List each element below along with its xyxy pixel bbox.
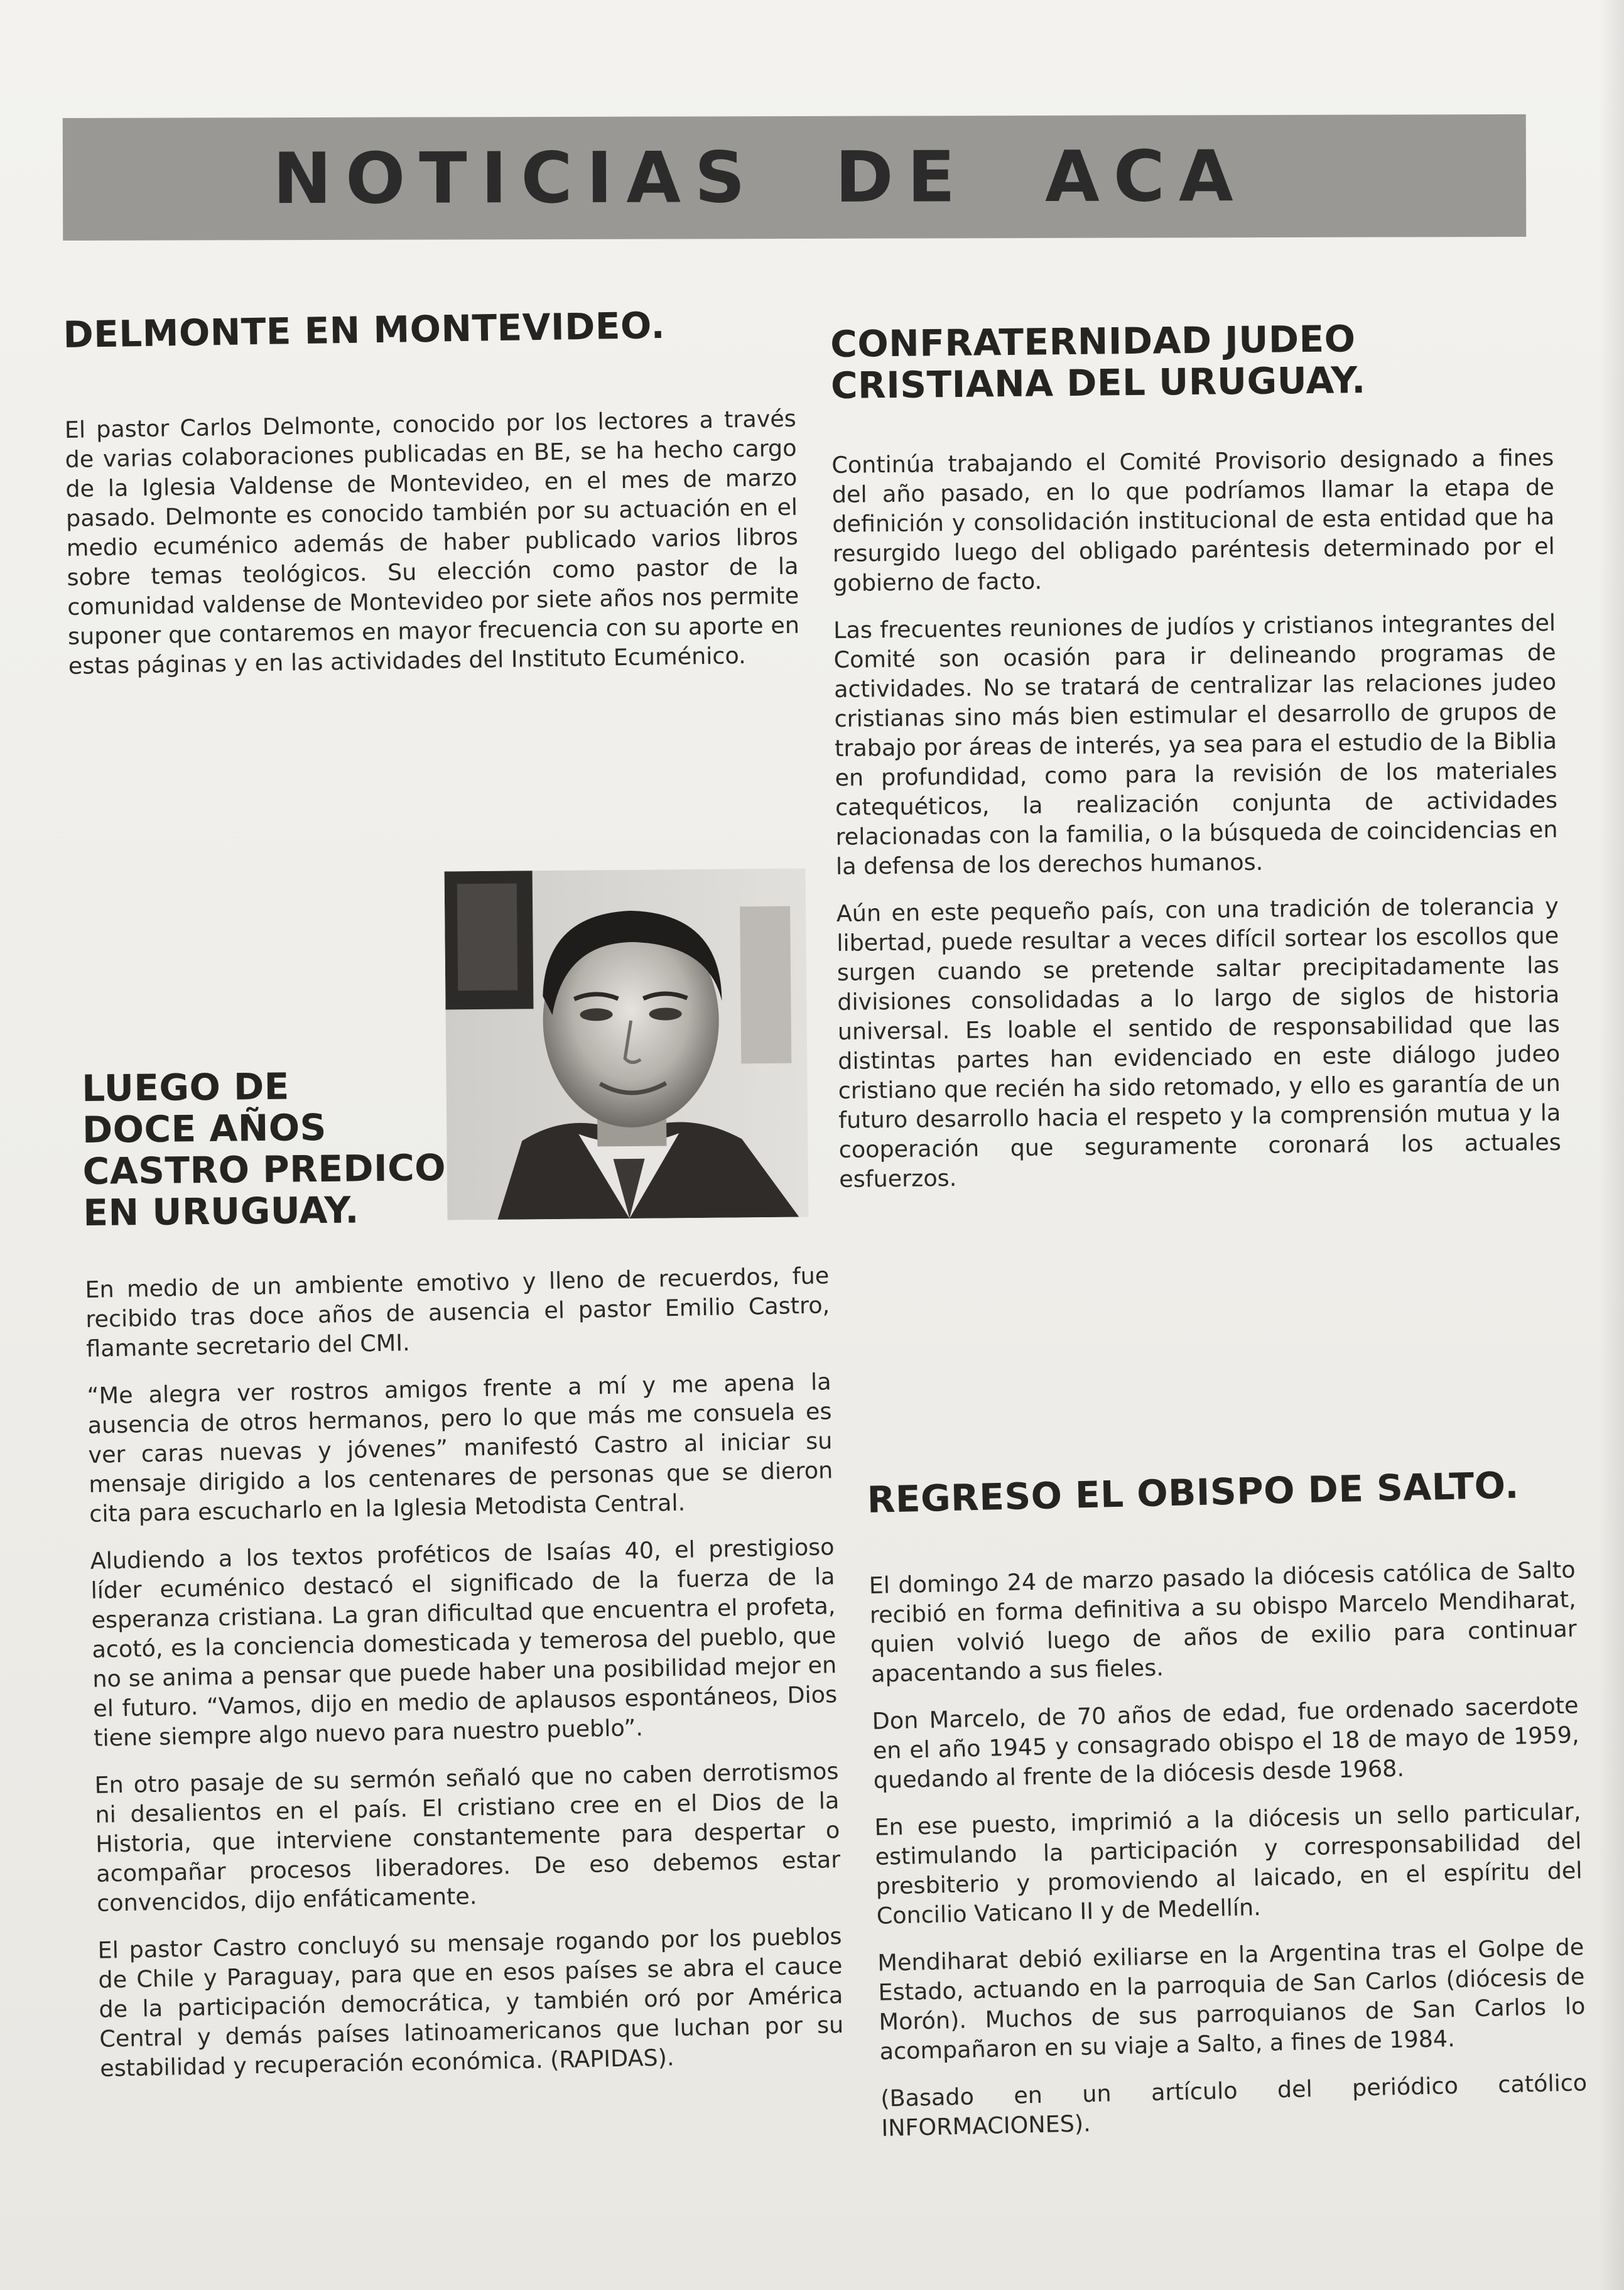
headline-line: EN URUGUAY. — [83, 1188, 360, 1234]
headline-line: DOCE AÑOS — [82, 1105, 327, 1151]
article-headline: REGRESO EL OBISPO DE SALTO. — [866, 1463, 1520, 1521]
masthead-title: NOTICIAS DE ACA — [273, 135, 1247, 220]
article-headline — [82, 1064, 460, 1234]
paragraph: El domingo 24 de marzo pasado la diócesis católica de Salto recibió en forma definitiva a su obispo Marcelo Mendiharat, quien volvió luego de años de exilio para continuar apacentando a sus fieles. — [869, 1556, 1578, 1688]
paragraph: Las frecuentes reuniones de judíos y cristianos integrantes del Comité son ocasión para ir delineando programas de actividades. No se tratará de centralizar las relaciones judeo cristianas sino más bien estimular el desarrollo de grupos de trabajo por áreas de interés, ya sea para el estudio de la Biblia en profundidad, como para la revisión de los materiales catequéticos, la realización conjunta de actividades relacionadas con la familia, o la búsqueda de coincidencias en la defensa de los derechos humanos. — [833, 609, 1558, 880]
paragraph: El pastor Carlos Delmonte, conocido por los lectores a través de varias colaboraciones publicadas en BE, se ha hecho cargo de la Iglesia Valdense de Montevideo, en el mes de marzo pasado. Delmonte es conocido también por su actuación en el medio ecuménico además de haber publicado varios libros sobre temas teológicos. Su elección como pastor de la comunidad valdense de Montevideo por siete años nos permite suponer que contaremos en mayor frecuencia con su aporte en estas páginas y en las actividades del Instituto Ecuménico. — [64, 404, 800, 680]
portrait-photo — [445, 869, 809, 1220]
paragraph: El pastor Castro concluyó su mensaje rogando por los pueblos de Chile y Paraguay, para que en esos países se abra el cauce de la participación democrática, y también oró por América Central y demás países latinoamericanos que luchan por su estabilidad y recuperación económica. (RAPIDAS). — [97, 1923, 844, 2082]
headline-line: CONFRATERNIDAD JUDEO — [830, 317, 1356, 366]
paragraph: En otro pasaje de su sermón señaló que no caben derrotismos ni desalientos en el país. El cristiano cree en el Dios de la Historia, que interviene constantemente para despertar o acompañar procesos liberadores. De eso debemos estar convencidos, dijo enfáticamente. — [94, 1757, 841, 1917]
headline-line: LUEGO DE — [81, 1065, 290, 1110]
paragraph: Continúa trabajando el Comité Provisorio designado a fines del año pasado, en lo que podríamos llamar la etapa de definición y consolidación institucional de esta entidad que ha resurgido luego del obligado paréntesis determinado por el gobierno de facto. — [831, 443, 1555, 597]
article-body — [65, 404, 801, 681]
article-headline: DELMONTE EN MONTEVIDEO. — [62, 303, 666, 356]
article-castro — [85, 1261, 845, 2101]
article-body — [869, 1555, 1588, 2142]
article-body — [85, 1261, 844, 2083]
article-delmonte — [63, 303, 800, 698]
article-obispo-salto — [867, 1463, 1588, 2160]
headline-line: CASTRO PREDICO — [82, 1146, 447, 1193]
article-castro-headline-block — [82, 1064, 460, 1234]
paragraph: En medio de un ambiente emotivo y lleno de recuerdos, fue recibido tras doce años de ausencia el pastor Emilio Castro, flamante secretario del CMI. — [85, 1262, 830, 1362]
paragraph: Aludiendo a los textos proféticos de Isaías 40, el prestigioso líder ecuménico destacó el significado de la fuerza de la esperanza cristiana. La gran dificultad que encuentra el profeta, acotó, es la conciencia domesticada y temerosa del pueblo, que no se anima a pensar que puede haber una posibilidad mejor en el futuro. “Vamos, dijo en medio de aplausos espontáneos, Dios tiene siempre algo nuevo para nuestro pueblo”. — [90, 1533, 838, 1752]
article-confraternidad — [830, 316, 1562, 1212]
paragraph: En ese puesto, imprimió a la diócesis un sello particular, estimulando la participación y corresponsabilidad del presbiterio y promoviendo al laicado, en el espíritu del Concilio Vaticano II y de Medellín. — [874, 1798, 1583, 1929]
portrait-image — [445, 869, 809, 1220]
headline-line: CRISTIANA DEL URUGUAY. — [830, 359, 1367, 407]
paragraph: Aún en este pequeño país, con una tradición de tolerancia y libertad, puede resultar a veces difícil sortear los escollos que surgen cuando se pretende saltar precipitadamente las divisiones consolidadas a lo largo de siglos de historia universal. Es loable el sentido de responsabilidad que las distintas partes han evidenciado en este diálogo judeo cristiano que recién ha sido retomado, y ello es garantía de un futuro desarrollo hacia el respeto y la comprensión mutua y la cooperación que seguramente coronará los actuales esfuerzos. — [836, 892, 1561, 1193]
paragraph: Mendiharat debió exiliarse en la Argentina tras el Golpe de Estado, actuando en la parroquia de San Carlos (diócesis de Morón). Muchos de sus parroquianos de San Carlos lo acompañaron en su viaje a Salto, a fines de 1984. — [877, 1933, 1586, 2065]
paragraph: Don Marcelo, de 70 años de edad, fue ordenado sacerdote en el año 1945 y consagrado obispo el 18 de mayo de 1959, quedando al frente de la diócesis desde 1968. — [872, 1691, 1580, 1794]
masthead-banner — [63, 114, 1527, 241]
page-edge-shadow — [1599, 0, 1624, 2290]
article-headline — [830, 316, 1553, 406]
paragraph: (Basado en un artículo del periódico católico INFORMACIONES). — [880, 2069, 1588, 2142]
paragraph: “Me alegra ver rostros amigos frente a mí y me apena la ausencia de otros hermanos, pero lo que más me consuela es ver caras nuevas y jóvenes” manifestó Castro al iniciar su mensaje dirigido a los centenares de personas que se dieron cita para escucharlo en la Iglesia Metodista Central. — [87, 1368, 833, 1528]
article-body — [831, 443, 1561, 1194]
